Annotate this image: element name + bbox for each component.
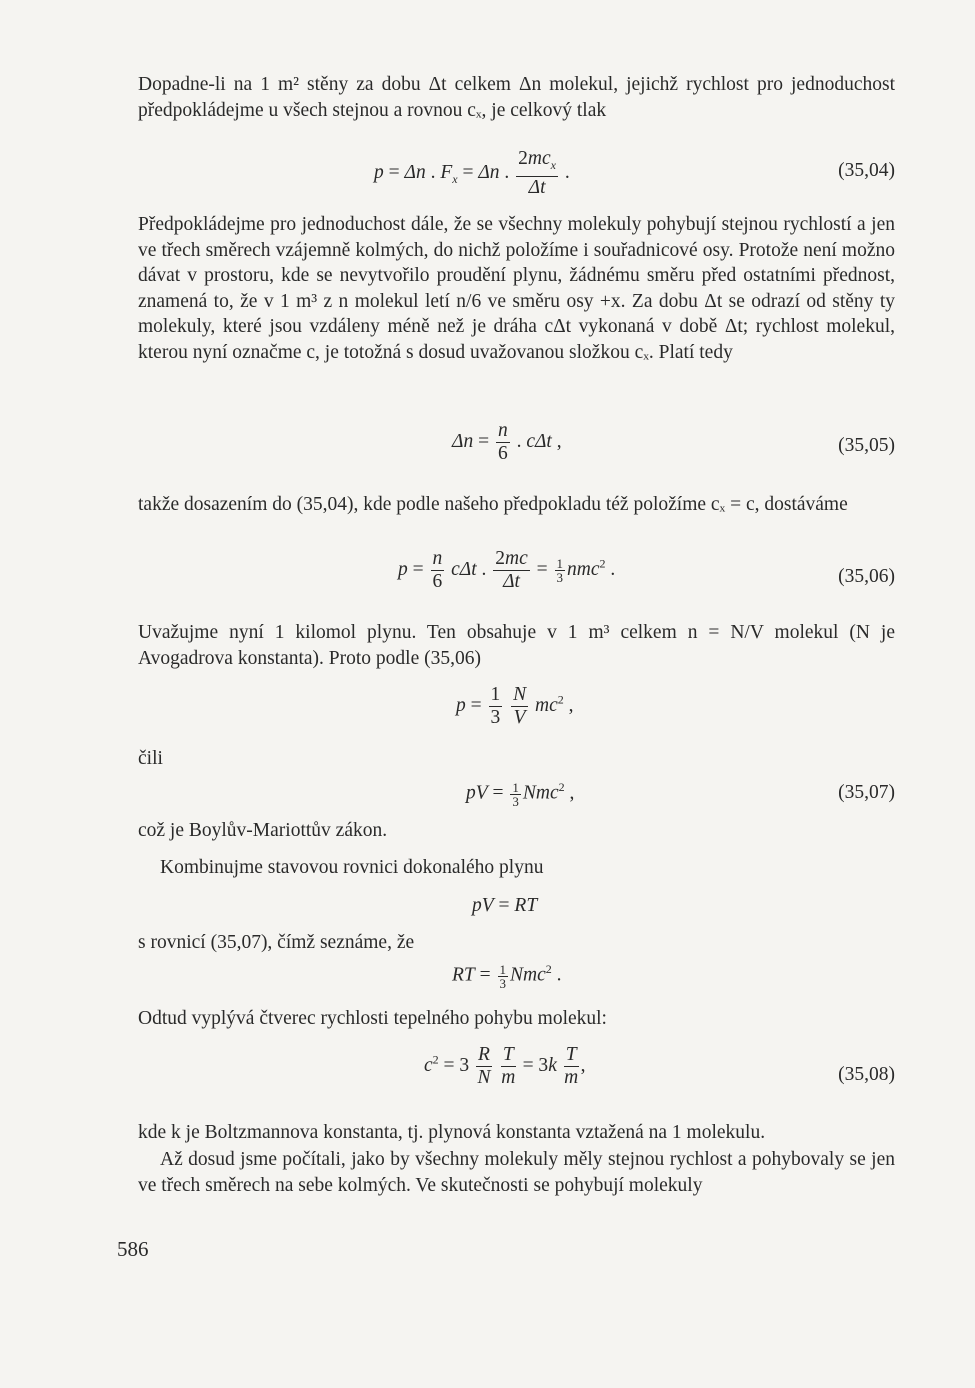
equation-ideal-gas: pV = RT <box>472 895 538 916</box>
equation-35-04: p = Δn . $F_x = \Delta n$ . $\frac{2mc_x}{\Delta t}$ . <box>374 148 570 198</box>
equation-35-06: p = $\frac{n}{6}$ cΔt . $\frac{2mc}{\Delta t}$ = $\frac{1}{3}$ nmc$^2$ . <box>398 548 616 592</box>
paragraph-6: což je Boylův-Mariottův zákon. <box>138 820 388 841</box>
paragraph-11: Až dosud jsme počítali, jako by všechny molekuly měly stejnou rychlost a pohybovaly se jen ve třech směrech na sebe kolmých. Ve skutečnosti se pohybují molekuly <box>138 1149 895 1196</box>
equation-number-35-05: (35,05) <box>838 435 895 456</box>
page-number: 586 <box>117 1237 149 1261</box>
equation-35-08: $c^2 = 3$ $\frac{R}{N}$ $\frac{T}{m}$ = 3k $\frac{T}{m}$ , <box>424 1044 586 1088</box>
paragraph-4: Uvažujme nyní 1 kilomol plynu. Ten obsahuje v 1 m³ celkem n = N/V molekul (N je Avogadrova konstanta). Proto podle (35,06) <box>138 622 895 669</box>
paragraph-10: kde k je Boltzmannova konstanta, tj. plynová konstanta vztažená na 1 molekulu. <box>138 1122 766 1143</box>
paragraph-2: Předpokládejme pro jednoduchost dále, že se všechny molekuly pohybují stejnou rychlostí a jen ve třech směrech vzájemně kolmých, do nichž položíme i souřadnicové osy. Protože není možno dávat v prostoru, kde se nevytvořilo proudění plynu, žádnému směru před ostatními přednost, znamená to, že v 1 m³ z n molekul letí n/6 ve směru osy +x. Za dobu Δt se odrazí od stěny ty molekuly, které jsou vzdáleny méně než je dráha cΔt vykonaná v době Δt; rychlost molekul, kterou nyní označme c, je totožná s dosud uvažovanou složkou cₓ. Platí tedy <box>138 214 895 363</box>
equation-35-05: Δn = $\frac{n}{6}$ . cΔt , <box>452 420 562 464</box>
equation-number-35-08: (35,08) <box>838 1064 895 1085</box>
paragraph-7: Kombinujme stavovou rovnici dokonalého plynu <box>160 857 544 878</box>
paragraph-8: s rovnicí (35,07), čímž seznáme, že <box>138 932 415 953</box>
equation-rt: RT = $\frac{1}{3}$ Nmc$^2$ . <box>452 961 562 991</box>
equation-35-07: pV = $\frac{1}{3}$ Nmc$^2$ , <box>466 779 575 809</box>
equation-number-35-04: (35,04) <box>838 160 895 181</box>
equation-number-35-07: (35,07) <box>838 782 895 803</box>
paragraph-1: Dopadne-li na 1 m² stěny za dobu Δt celkem Δn molekul, jejichž rychlost pro jednoduchost předpokládejme u všech stejnou a rovnou cₓ, je celkový tlak <box>138 74 895 121</box>
equation-number-35-06: (35,06) <box>838 566 895 587</box>
equation-pressure-kilomol: p = $\frac{1}{3}$ $\frac{N}{V}$ $mc^2$ , <box>456 684 574 728</box>
paragraph-3: takže dosazením do (35,04), kde podle našeho předpokladu též položíme cₓ = c, dostáváme <box>138 494 848 515</box>
paragraph-5: čili <box>138 748 163 769</box>
paragraph-9: Odtud vyplývá čtverec rychlosti tepelného pohybu molekul: <box>138 1008 607 1029</box>
